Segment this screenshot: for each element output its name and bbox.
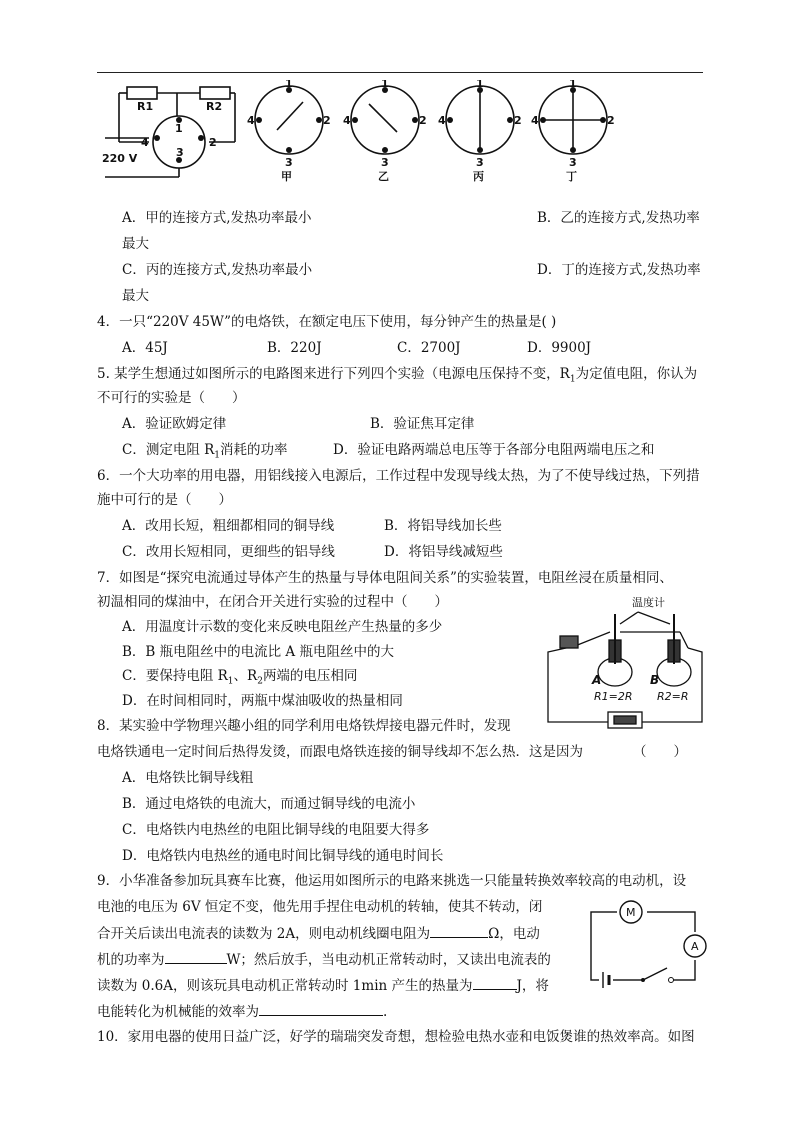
label-ding: 丁	[566, 170, 577, 183]
blank-efficiency[interactable]	[259, 1001, 383, 1016]
q7-stem-line2: 初温相同的煤油中，在闭合开关进行实验的过程中（ ）	[97, 594, 448, 610]
q4-option-c: C．2700J	[397, 340, 461, 356]
q3-option-a: A．甲的连接方式,发热功率最小	[122, 210, 312, 226]
terminal-2: 2	[209, 136, 217, 149]
q5-option-b: B．验证焦耳定律	[370, 416, 475, 432]
q4-stem: 4．一只“220V 45W”的电烙铁，在额定电压下使用，每分钟产生的热量是( )	[97, 314, 557, 330]
q3-option-d-cont: 最大	[122, 288, 149, 304]
q3-option-d: D．丁的连接方式,发热功率	[537, 262, 701, 278]
bing-t3: 3	[476, 156, 484, 169]
jia-t1: 1	[285, 80, 293, 90]
q4-option-b: B．220J	[267, 340, 322, 356]
jia-t3: 3	[285, 156, 293, 169]
top-rule	[97, 72, 703, 73]
q9-line4: 机的功率为 W；然后放手，当电动机正常转动时，又读出电流表的	[97, 949, 551, 970]
q7-option-d: D．在时间相同时，两瓶中煤油吸收的热量相同	[122, 693, 403, 709]
label-220v: 220 V	[102, 152, 138, 165]
label-yi: 乙	[378, 170, 389, 183]
q9-line2: 电池的电压为 6V 恒定不变，他先用手捏住电动机的转轴，使其不转动，闭	[97, 899, 543, 915]
ding-t1: 1	[569, 80, 577, 90]
q8-stem-line2: 电烙铁通电一定时间后热得发烫，而跟电烙铁连接的铜导线却不怎么热．这是因为	[97, 744, 583, 760]
q3-option-b-cont: 最大	[122, 236, 149, 252]
q7-option-c: C．要保持电阻 $R_1$、$R_2$两端的电压相同	[122, 668, 358, 687]
label-r1-2r: R1=2R	[594, 690, 633, 703]
label-motor: M	[626, 906, 636, 919]
q4-option-d: D．9900J	[527, 340, 592, 356]
q6-option-a: A．改用长短，粗细都相同的铜导线	[122, 518, 335, 534]
yi-t4: 4	[343, 114, 351, 127]
q6-stem-line1: 6．一个大功率的用电器，用铝线接入电源后，工作过程中发现导线太热，为了不使导线过热，下列措	[97, 468, 700, 484]
terminal-1: 1	[175, 122, 183, 135]
q5-stem-line1: 5. 某学生想通过如图所示的电路图来进行下列四个实验（电源电压保持不变，$R_1$为定值电阻，你认为	[97, 366, 698, 385]
jia-t2: 2	[323, 114, 331, 127]
q4-option-a: A．45J	[122, 340, 168, 356]
q7-stem-line1: 7．如图是“探究电流通过导体产生的热量与导体电阻间关系”的实验装置，电阻丝浸在质量相同、	[97, 570, 673, 586]
blank-coil-resistance[interactable]	[430, 923, 488, 938]
q3-circuit-figure	[97, 80, 707, 185]
q10-line1: 10．家用电器的使用日益广泛，好学的瑞瑞突发奇想，想检验电热水壶和电饭煲谁的热效率高。如图	[97, 1029, 695, 1045]
terminal-4: 4	[141, 136, 149, 149]
label-thermometer: 温度计	[632, 596, 665, 609]
q5-option-d: D．验证电路两端总电压等于各部分电阻两端电压之和	[333, 442, 655, 458]
blank-motor-power[interactable]	[165, 949, 227, 964]
ding-t2: 2	[607, 114, 615, 127]
label-r2-r: R2=R	[657, 690, 689, 703]
q5-option-c: C．测定电阻 $R_1$消耗的功率	[122, 442, 288, 461]
label-flask-b: B	[650, 673, 660, 687]
q8-stem-line1: 8．某实验中学物理兴趣小组的同学利用电烙铁焊接电器元件时，发现	[97, 718, 511, 734]
q9-line5: 读数为 0.6A，则该玩具电动机正常转动时 1min 产生的热量为 J，将	[97, 975, 549, 996]
q7-option-b: B．B 瓶电阻丝中的电流比 A 瓶电阻丝中的大	[122, 644, 394, 660]
ding-t4: 4	[531, 114, 539, 127]
q5-option-a: A．验证欧姆定律	[122, 416, 227, 432]
q8-option-d: D．电烙铁内电热丝的通电时间比铜导线的通电时间长	[122, 848, 444, 864]
q5-stem-line2: 不可行的实验是（ ）	[97, 390, 246, 406]
q8-answer-paren: （ ）	[633, 744, 687, 760]
bing-t4: 4	[438, 114, 446, 127]
label-r2: R2	[206, 100, 223, 113]
q8-option-c: C．电烙铁内电热丝的电阻比铜导线的电阻要大得多	[122, 822, 430, 838]
bing-t2: 2	[514, 114, 522, 127]
q8-option-b: B．通过电烙铁的电流大，而通过铜导线的电流小	[122, 796, 416, 812]
q9-line1: 9．小华准备参加玩具赛车比赛，他运用如图所示的电路来挑选一只能量转换效率较高的电动机，设	[97, 873, 687, 889]
q6-option-d: D．将铝导线减短些	[384, 544, 503, 560]
yi-t3: 3	[381, 156, 389, 169]
bing-t1: 1	[476, 80, 484, 90]
jia-t4: 4	[247, 114, 255, 127]
label-ammeter: A	[691, 940, 699, 953]
yi-t1: 1	[381, 80, 389, 90]
q7-experiment-figure	[540, 594, 710, 734]
q6-option-c: C．改用长短相同，更细些的铝导线	[122, 544, 335, 560]
q6-stem-line2: 施中可行的是（ ）	[97, 492, 232, 508]
q8-option-a: A．电烙铁比铜导线粗	[122, 770, 254, 786]
ding-t3: 3	[569, 156, 577, 169]
yi-t2: 2	[419, 114, 427, 127]
q9-line3: 合开关后读出电流表的读数为 2A，则电动机线圈电阻为 Ω，电动	[97, 923, 540, 944]
q3-option-c: C．丙的连接方式,发热功率最小	[122, 262, 313, 278]
blank-heat-1min[interactable]	[473, 975, 517, 990]
q3-option-b: B．乙的连接方式,发热功率	[537, 210, 700, 226]
q9-motor-circuit	[585, 898, 710, 993]
terminal-3: 3	[176, 146, 184, 159]
q9-line6: 电能转化为机械能的效率为 .	[97, 1001, 387, 1022]
label-flask-a: A	[592, 673, 602, 687]
label-r1: R1	[137, 100, 154, 113]
label-bing: 丙	[473, 170, 484, 183]
label-jia: 甲	[281, 170, 292, 183]
q7-option-a: A．用温度计示数的变化来反映电阻丝产生热量的多少	[122, 619, 443, 635]
q6-option-b: B．将铝导线加长些	[384, 518, 502, 534]
